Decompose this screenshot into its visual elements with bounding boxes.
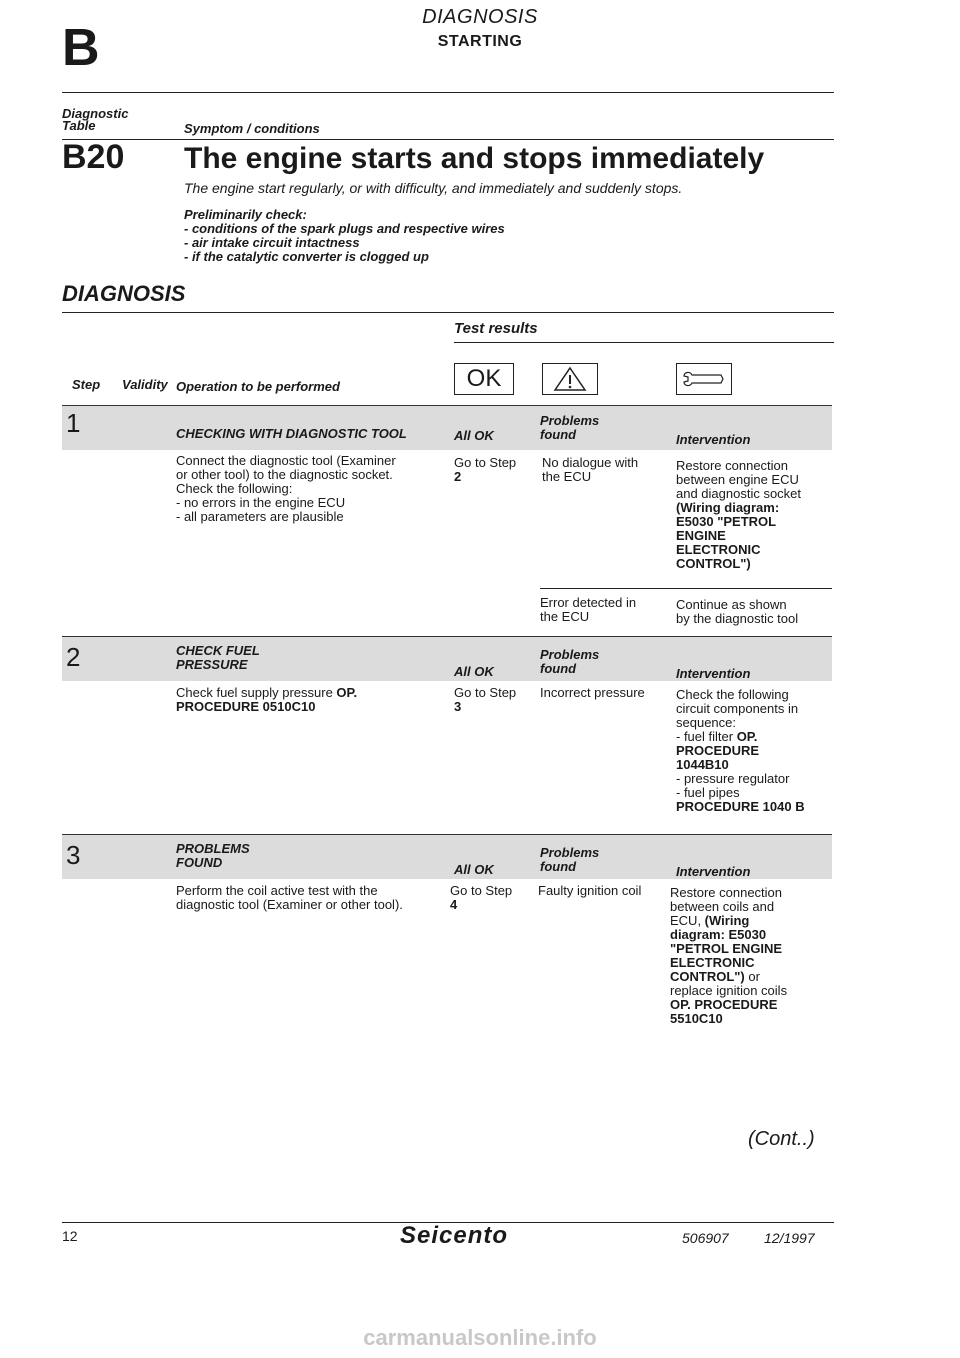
diagnosis-rule xyxy=(62,312,834,313)
step-2-intervention xyxy=(676,688,832,814)
all-ok-label: All OK xyxy=(454,664,494,679)
intervention-text: - fuel filter xyxy=(676,729,737,744)
header-rule xyxy=(62,92,834,93)
problems-label-line2: found xyxy=(540,661,577,676)
intervention-line: Restore connection xyxy=(670,885,783,900)
intervention-label: Intervention xyxy=(676,666,751,681)
document-ref: 506907 xyxy=(682,1230,729,1246)
step-title-line: PRESSURE xyxy=(176,657,248,672)
intervention-line: circuit components in xyxy=(676,701,799,716)
step-1-operation xyxy=(176,454,438,524)
intervention-line: and diagnostic socket xyxy=(676,486,802,501)
prelim-item: - air intake circuit intactness xyxy=(184,235,360,250)
intervention-text: or xyxy=(744,969,760,984)
step-2-operation xyxy=(176,686,438,714)
page-subtitle: STARTING xyxy=(437,33,523,50)
step-1-intervention-a xyxy=(676,459,832,571)
symptom-title: The engine starts and stops immediately xyxy=(184,142,765,175)
problems-found-label xyxy=(540,846,599,874)
watermark: carmanualsonline.info xyxy=(363,1325,597,1350)
brand-logo: Seicento xyxy=(400,1222,509,1249)
problems-label-line2: found xyxy=(540,859,577,874)
intervention-op: OP. xyxy=(736,729,758,744)
diagnostic-label: Diagnostic xyxy=(62,106,129,121)
step-title xyxy=(176,644,416,672)
test-results-label: Test results xyxy=(454,320,538,337)
step-number: 2 xyxy=(66,642,81,672)
intervention-line xyxy=(676,730,832,744)
step-1-divider xyxy=(540,588,832,589)
step-title xyxy=(176,842,416,870)
intervention-line: diagram: E5030 xyxy=(670,927,767,942)
step-3-ok xyxy=(450,884,512,912)
symptom-label: Symptom / conditions xyxy=(184,121,320,136)
intervention-line: ENGINE xyxy=(676,528,726,543)
intervention-line: Check the following xyxy=(676,687,789,702)
test-results-rule xyxy=(454,342,834,343)
diagnosis-heading: DIAGNOSIS xyxy=(62,281,186,306)
table-head-rule xyxy=(62,139,834,140)
ok-goto: Go to Step xyxy=(450,883,513,898)
page-title: DIAGNOSIS xyxy=(422,6,538,28)
problems-label-line2: found xyxy=(540,427,577,442)
step-2-problem: Incorrect pressure xyxy=(540,685,645,700)
col-step: Step xyxy=(72,377,101,392)
operation-line: diagnostic tool (Examiner or other tool). xyxy=(176,897,403,912)
intervention-label: Intervention xyxy=(676,864,751,879)
intervention-line: ELECTRONIC xyxy=(670,955,755,970)
step-1-problem-a xyxy=(542,456,638,484)
step-title-line: PROBLEMS xyxy=(176,841,250,856)
operation-line: - no errors in the engine ECU xyxy=(176,495,346,510)
table-label: Table xyxy=(62,118,96,133)
intervention-line: Continue as shown xyxy=(676,597,787,612)
prelim-item: - conditions of the spark plugs and respective wires xyxy=(184,221,505,236)
document-date: 12/1997 xyxy=(764,1230,815,1246)
step-number: 1 xyxy=(66,408,81,438)
intervention-line: - fuel pipes xyxy=(676,785,740,800)
symptom-description: The engine start regularly, or with difficulty, and immediately and suddenly stops. xyxy=(184,180,683,196)
intervention-line xyxy=(670,970,830,984)
ok-goto-step: 2 xyxy=(454,469,462,484)
intervention-line: replace ignition coils xyxy=(670,983,788,998)
section-letter: B xyxy=(62,19,100,77)
intervention-line: between coils and xyxy=(670,899,775,914)
ok-goto-step: 4 xyxy=(450,897,458,912)
intervention-line: E5030 "PETROL xyxy=(676,514,777,529)
preliminary-checks xyxy=(184,208,505,264)
intervention-text-bold: (Wiring xyxy=(704,913,750,928)
step-title-line: CHECK FUEL xyxy=(176,643,260,658)
problem-line: the ECU xyxy=(540,609,590,624)
intervention-text-bold: CONTROL") xyxy=(670,969,745,984)
operation-line: - all parameters are plausible xyxy=(176,509,344,524)
step-title: CHECKING WITH DIAGNOSTIC TOOL xyxy=(176,426,407,441)
continued-label: (Cont..) xyxy=(748,1128,815,1150)
intervention-line: sequence: xyxy=(676,715,736,730)
problem-line: the ECU xyxy=(542,469,592,484)
problems-label-line1: Problems xyxy=(540,413,600,428)
problems-found-label xyxy=(540,648,599,676)
intervention-line: - pressure regulator xyxy=(676,771,790,786)
intervention-line: CONTROL") xyxy=(676,556,751,571)
problem-line: Error detected in xyxy=(540,595,637,610)
intervention-line: PROCEDURE xyxy=(676,743,760,758)
step-title-line: FOUND xyxy=(176,855,223,870)
wrench-icon xyxy=(676,363,732,395)
intervention-line: ELECTRONIC xyxy=(676,542,761,557)
col-operation: Operation to be performed xyxy=(176,379,340,394)
intervention-line: 5510C10 xyxy=(670,1011,723,1026)
warning-icon xyxy=(542,363,598,395)
warning-triangle-icon xyxy=(553,366,587,392)
ok-icon-label: OK xyxy=(466,365,502,392)
operation-line: or other tool) to the diagnostic socket. xyxy=(176,467,393,482)
problem-line: No dialogue with xyxy=(542,455,639,470)
intervention-text: ECU, xyxy=(670,913,705,928)
problems-label-line1: Problems xyxy=(540,647,600,662)
operation-line: Check the following: xyxy=(176,481,293,496)
operation-text: Check fuel supply pressure xyxy=(176,685,337,700)
intervention-line xyxy=(670,914,830,928)
ok-icon xyxy=(454,363,514,395)
symptom-code: B20 xyxy=(62,138,125,176)
step-3-problem: Faulty ignition coil xyxy=(538,883,642,898)
ok-goto: Go to Step xyxy=(454,685,517,700)
operation-op: OP. xyxy=(336,685,358,700)
intervention-line: 1044B10 xyxy=(676,757,729,772)
ok-goto-step: 3 xyxy=(454,699,462,714)
step-3-operation xyxy=(176,884,446,912)
intervention-line: "PETROL ENGINE xyxy=(670,941,783,956)
problems-found-label xyxy=(540,414,599,442)
all-ok-label: All OK xyxy=(454,862,494,877)
step-number: 3 xyxy=(66,840,81,870)
intervention-line: between engine ECU xyxy=(676,472,799,487)
all-ok-label: All OK xyxy=(454,428,494,443)
intervention-line: PROCEDURE 1040 B xyxy=(676,799,805,814)
intervention-label: Intervention xyxy=(676,432,751,447)
intervention-line: (Wiring diagram: xyxy=(676,500,780,515)
operation-line: Perform the coil active test with the xyxy=(176,883,378,898)
col-validity: Validity xyxy=(122,377,168,392)
problems-label-line1: Problems xyxy=(540,845,600,860)
step-1-intervention-b xyxy=(676,598,798,626)
operation-line xyxy=(176,686,438,700)
operation-line: Connect the diagnostic tool (Examiner xyxy=(176,453,396,468)
step-3-intervention xyxy=(670,886,830,1026)
step-1-ok xyxy=(454,456,516,484)
page-number: 12 xyxy=(62,1228,78,1244)
prelim-item: - if the catalytic converter is clogged up xyxy=(184,249,429,264)
intervention-line: OP. PROCEDURE xyxy=(670,997,778,1012)
tool-icon xyxy=(681,369,727,389)
intervention-line: Restore connection xyxy=(676,458,789,473)
step-1-problem-b xyxy=(540,596,636,624)
operation-procedure: PROCEDURE 0510C10 xyxy=(176,699,316,714)
ok-goto: Go to Step xyxy=(454,455,517,470)
intervention-line: by the diagnostic tool xyxy=(676,611,799,626)
step-2-ok xyxy=(454,686,516,714)
prelim-title: Preliminarily check: xyxy=(184,207,307,222)
